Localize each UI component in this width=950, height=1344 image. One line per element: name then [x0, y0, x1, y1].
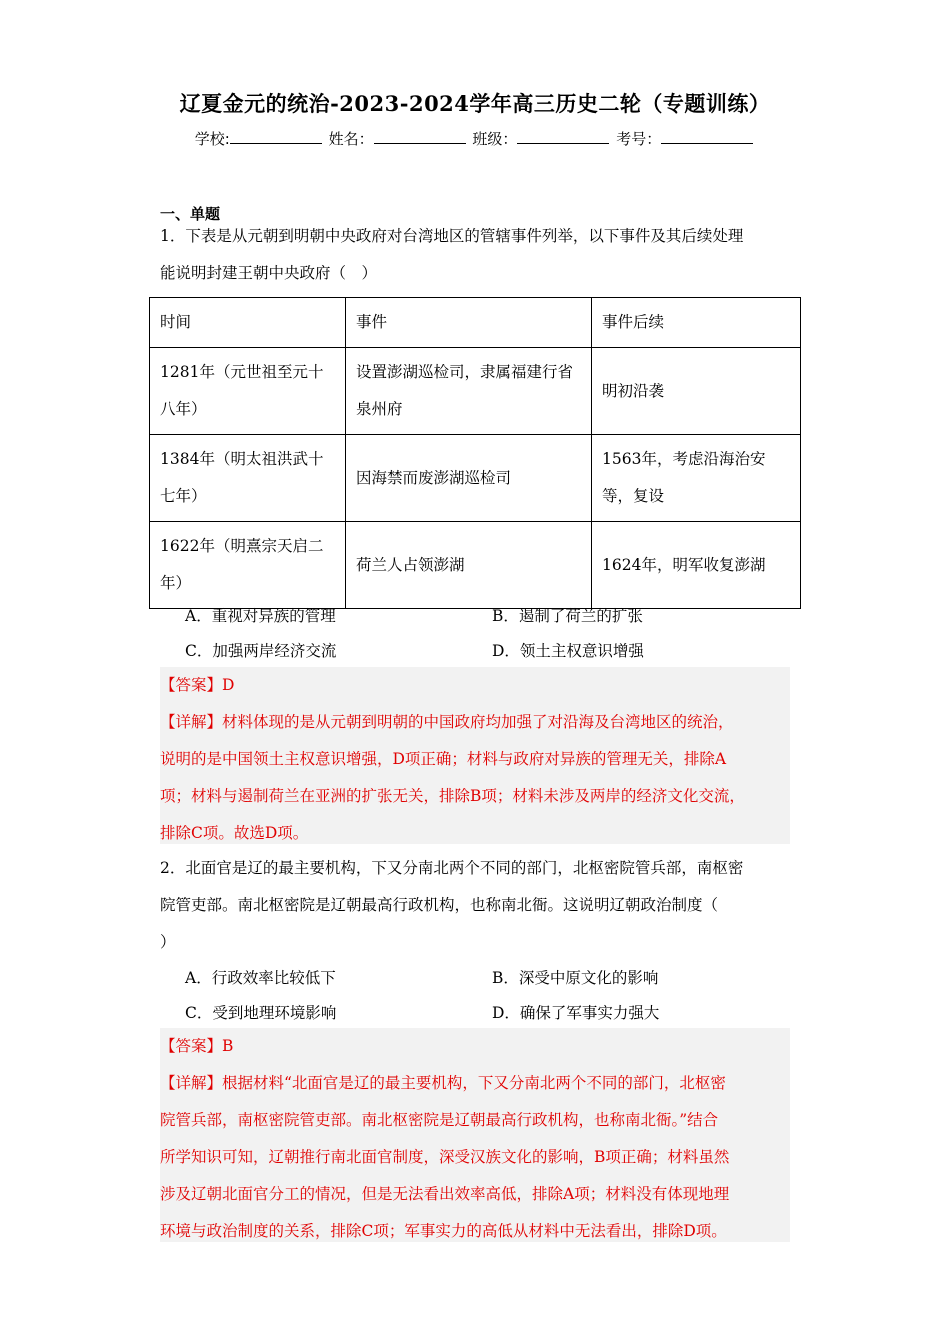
table-row [150, 348, 801, 435]
section-title: 一、单题 [160, 205, 221, 223]
q2-stem-line: 院管吏部。南北枢密院是辽朝最高行政机构，也称南北衙。这说明辽朝政治制度（ [160, 896, 719, 914]
name-label: 姓名： [328, 130, 374, 148]
table-header-cell: 事件后续 [592, 298, 801, 348]
document-title: 辽夏金元的统治-2023-2024学年高三历史二轮（专题训练） [179, 91, 771, 116]
q1-option-d[interactable]: D．领土主权意识增强 [492, 642, 644, 660]
q2-stem-line: ） [160, 933, 176, 951]
q1-answer-box [160, 667, 790, 844]
table-cell: 1384年（明太祖洪武十七年） [150, 435, 346, 522]
table-header-row [150, 298, 801, 348]
q2-option-a[interactable]: A．行政效率比较低下 [185, 969, 336, 987]
q1-stem-line: 1．下表是从元朝到明朝中央政府对台湾地区的管辖事件列举，以下事件及其后续处理 [160, 227, 744, 245]
q1-option-a[interactable]: A．重视对异族的管理 [185, 607, 336, 625]
q2-stem [160, 850, 792, 961]
student-info-line [0, 128, 950, 149]
exam-no-label: 考号： [616, 130, 662, 148]
q2-answer-box [160, 1028, 790, 1242]
q2-analysis-line: 所学知识可知，辽朝推行南北面官制度，深受汉族文化的影响，B项正确；材料虽然 [160, 1148, 730, 1166]
q1-stem [160, 218, 792, 292]
table-cell: 1622年（明熹宗天启二年） [150, 522, 346, 609]
q2-stem-line: 2．北面官是辽的最主要机构，下又分南北两个不同的部门，北枢密院管兵部，南枢密 [160, 859, 744, 877]
q1-answer: 【答案】D [160, 676, 235, 694]
q2-analysis-line: 【详解】根据材料“北面官是辽的最主要机构，下又分南北两个不同的部门，北枢密 [160, 1074, 726, 1092]
table-row [150, 435, 801, 522]
q2-option-b[interactable]: B．深受中原文化的影响 [492, 969, 659, 987]
table-cell: 1563年，考虑沿海治安等，复设 [592, 435, 801, 522]
q1-analysis-line: 项；材料与遏制荷兰在亚洲的扩张无关，排除B项；材料未涉及两岸的经济文化交流， [160, 787, 745, 805]
table-header-cell: 时间 [150, 298, 346, 348]
table-cell: 因海禁而废澎湖巡检司 [346, 435, 592, 522]
q2-analysis-line: 涉及辽朝北面官分工的情况，但是无法看出效率高低，排除A项；材料没有体现地理 [160, 1185, 730, 1203]
table-cell: 荷兰人占领澎湖 [346, 522, 592, 609]
q1-analysis-line: 说明的是中国领土主权意识增强，D项正确；材料与政府对异族的管理无关，排除A [160, 750, 727, 768]
exam-no-blank[interactable] [661, 129, 753, 144]
table-cell: 1281年（元世祖至元十八年） [150, 348, 346, 435]
q2-answer: 【答案】B [160, 1037, 234, 1055]
q1-analysis-line: 排除C项。故选D项。 [160, 824, 309, 842]
q2-option-c[interactable]: C．受到地理环境影响 [185, 1004, 337, 1022]
q1-option-c[interactable]: C．加强两岸经济交流 [185, 642, 337, 660]
table-cell: 1624年，明军收复澎湖 [592, 522, 801, 609]
q1-option-b[interactable]: B．遏制了荷兰的扩张 [492, 607, 643, 625]
q1-table [149, 297, 801, 609]
class-label: 班级： [472, 130, 518, 148]
table-row [150, 522, 801, 609]
q2-analysis-line: 环境与政治制度的关系，排除C项；军事实力的高低从材料中无法看出，排除D项。 [160, 1222, 727, 1240]
table-cell: 明初沿袭 [592, 348, 801, 435]
q2-analysis-line: 院管兵部，南枢密院管吏部。南北枢密院是辽朝最高行政机构，也称南北衙。”结合 [160, 1111, 719, 1129]
table-cell: 设置澎湖巡检司，隶属福建行省泉州府 [346, 348, 592, 435]
class-blank[interactable] [517, 129, 609, 144]
table-header-cell: 事件 [346, 298, 592, 348]
q1-analysis-line: 【详解】材料体现的是从元朝到明朝的中国政府均加强了对沿海及台湾地区的统治， [160, 713, 734, 731]
school-blank[interactable] [230, 129, 322, 144]
school-label: 学校: [194, 130, 230, 148]
q2-option-d[interactable]: D．确保了军事实力强大 [492, 1004, 660, 1022]
q1-stem-line: 能说明封建王朝中央政府（ ） [160, 264, 378, 282]
name-blank[interactable] [374, 129, 466, 144]
